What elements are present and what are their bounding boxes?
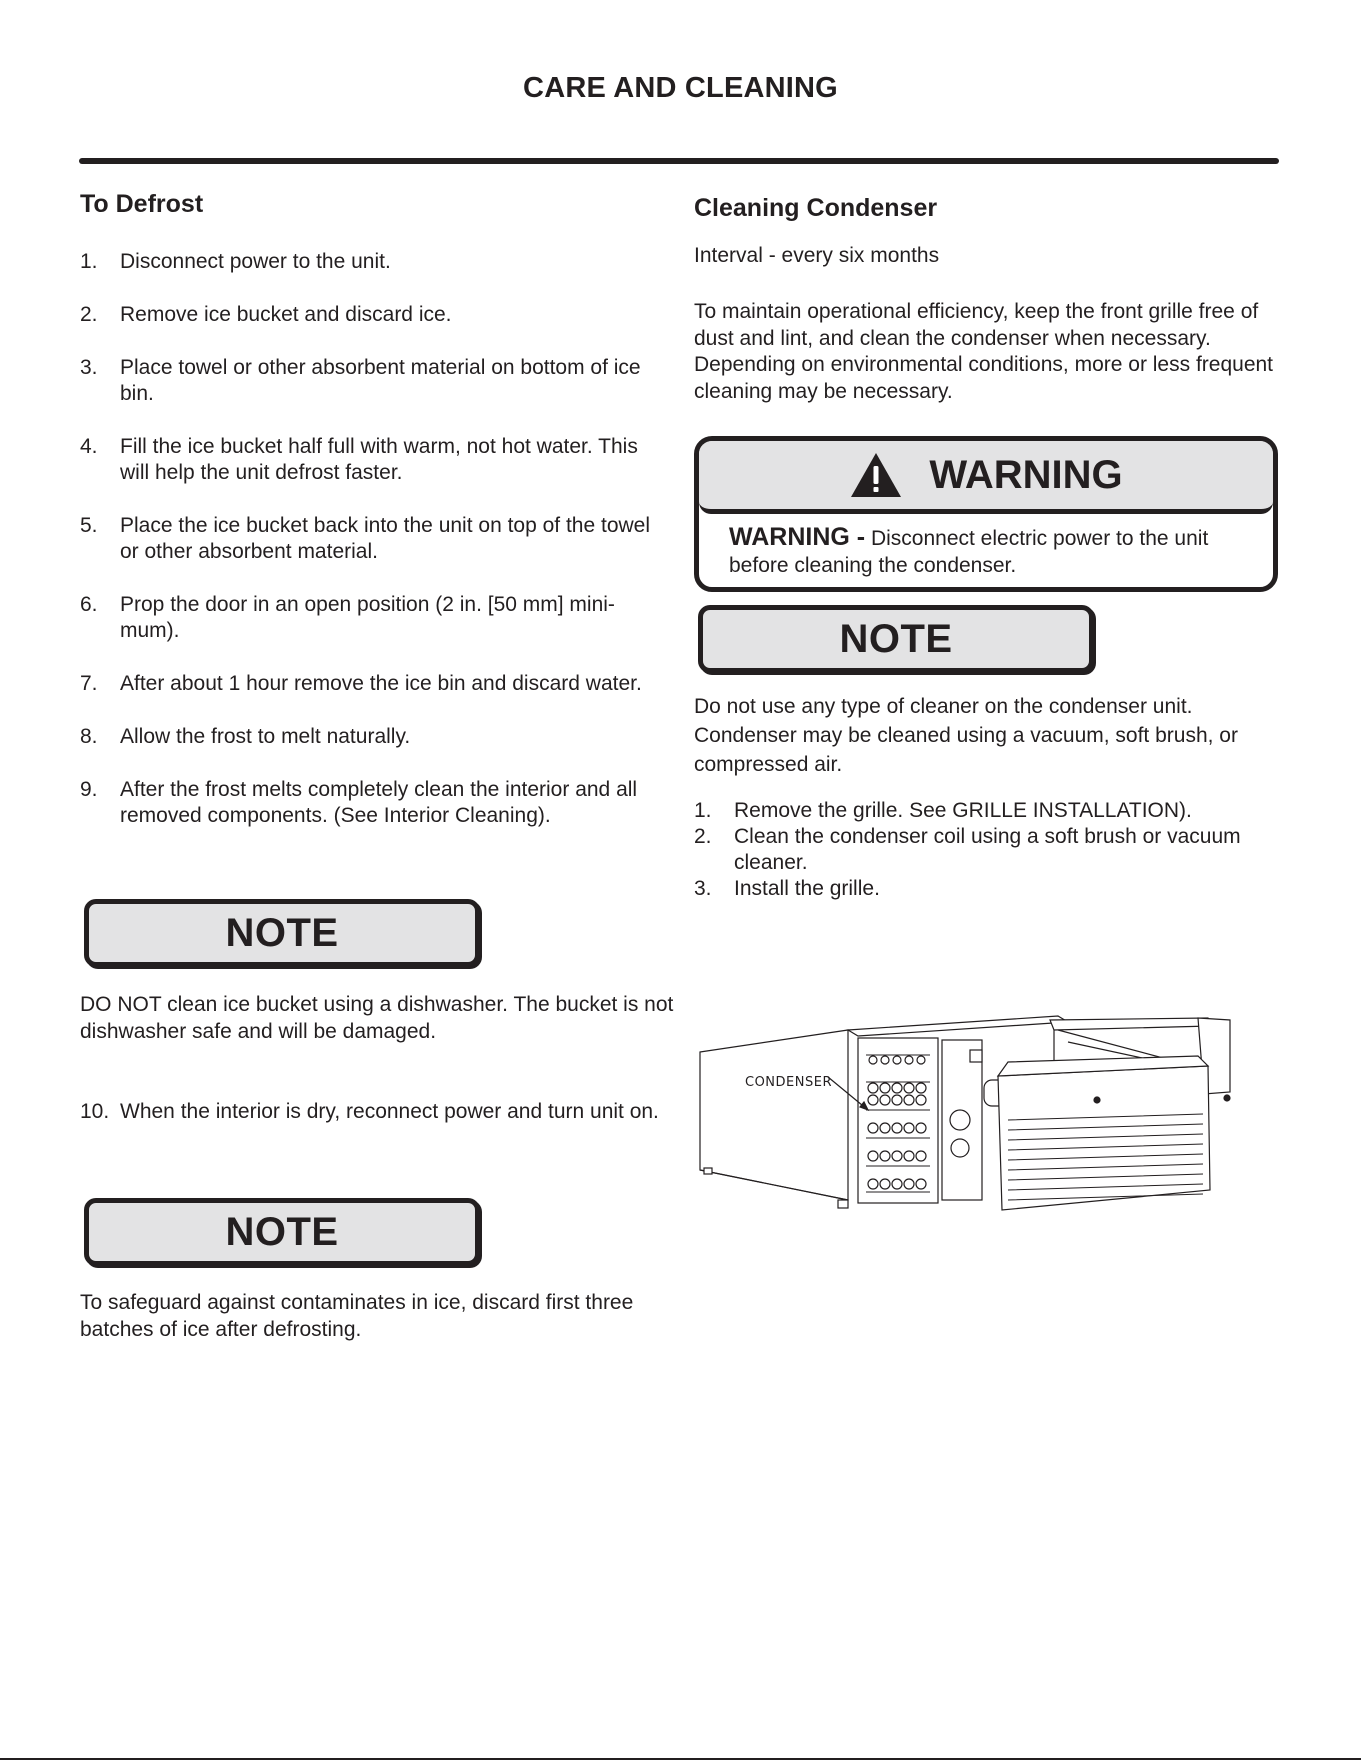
warning-box [694, 436, 1278, 592]
warning-title: WARNING [929, 452, 1123, 497]
list-item [80, 1099, 680, 1125]
defrost-step-10 [80, 1099, 680, 1125]
list-item [80, 724, 670, 750]
defrost-section [80, 186, 670, 856]
step-text: Prop the door in an open position (2 in. [50 mm] mini-mum). [120, 593, 615, 642]
step-number: 6. [80, 593, 98, 616]
list-item [80, 671, 670, 697]
step-text: After about 1 hour remove the ice bin and discard water. [120, 672, 642, 695]
list-item [80, 434, 670, 486]
warning-body [699, 514, 1273, 579]
note-text-contaminates: To safeguard against contaminates in ice, discard first three batches of ice after defrosting. [80, 1291, 634, 1341]
list-item [80, 513, 670, 565]
step-text: After the frost melts completely clean the interior and all removed components. (See Interior Cleaning). [120, 778, 638, 827]
step-number: 2. [80, 303, 98, 326]
note-text-dishwasher: DO NOT clean ice bucket using a dishwasher. The bucket is not dishwasher safe and will be damaged. [80, 993, 674, 1043]
interval-text: Interval - every six months [694, 244, 940, 267]
warning-text: Disconnect electric power to the unit before cleaning the condenser. [729, 527, 1209, 577]
defrost-steps [80, 249, 670, 829]
step-number: 1. [694, 799, 712, 822]
warning-header [699, 441, 1273, 514]
step-number: 7. [80, 672, 98, 695]
note-banner-dishwasher: NOTE [84, 899, 480, 967]
step-number: 3. [80, 356, 98, 379]
condenser-steps [694, 798, 1284, 902]
step-number: 8. [80, 725, 98, 748]
title-divider [79, 158, 1279, 164]
note-banner-contaminates: NOTE [84, 1198, 480, 1266]
condenser-figure-label: CONDENSER [745, 1075, 832, 1090]
step-number: 10. [80, 1100, 110, 1123]
list-item [80, 355, 670, 407]
step-number: 4. [80, 435, 98, 458]
step-text: Remove the grille. See GRILLE INSTALLATION). [734, 799, 1192, 822]
condenser-intro: To maintain operational efficiency, keep the front grille free of dust and lint, and clean the condenser when necessary. Depending on environmental conditions, more or less frequent cleaning may be necessary. [694, 300, 1274, 403]
step-number: 5. [80, 514, 98, 537]
step-text: Remove ice bucket and discard ice. [120, 303, 452, 326]
step-text: Disconnect power to the unit. [120, 250, 391, 273]
step-text: Fill the ice bucket half full with warm, not hot water. This will help the unit defrost faster. [120, 435, 638, 484]
note-banner-condenser: NOTE [698, 605, 1094, 673]
list-item [80, 302, 670, 328]
list-item [80, 777, 670, 829]
condenser-heading: Cleaning Condenser [694, 194, 938, 222]
step-text: Install the grille. [734, 877, 880, 900]
step-text: Allow the frost to melt naturally. [120, 725, 411, 748]
list-item [694, 876, 1284, 902]
defrost-heading: To Defrost [80, 190, 204, 218]
list-item [694, 798, 1284, 824]
condenser-diagram [698, 1010, 1243, 1245]
note-text-condenser: Do not use any type of cleaner on the condenser unit. Condenser may be cleaned using a vacuum, soft brush, or compressed air. [694, 695, 1238, 776]
page-bottom-rule [0, 1758, 1361, 1760]
step-text: Clean the condenser coil using a soft brush or vacuum cleaner. [734, 825, 1241, 874]
step-number: 2. [694, 825, 712, 848]
list-item [80, 249, 670, 275]
step-number: 3. [694, 877, 712, 900]
warning-triangle-icon [849, 451, 903, 499]
condenser-section [694, 186, 1294, 223]
list-item [80, 592, 670, 644]
warning-lead: WARNING - [729, 523, 866, 551]
step-text: When the interior is dry, reconnect power and turn unit on. [120, 1100, 659, 1123]
step-number: 1. [80, 250, 98, 273]
page-title: CARE AND CLEANING [523, 72, 838, 104]
step-text: Place the ice bucket back into the unit on top of the towel or other absorbent material. [120, 514, 651, 563]
list-item [694, 824, 1284, 876]
step-number: 9. [80, 778, 98, 801]
step-text: Place towel or other absorbent material on bottom of ice bin. [120, 356, 641, 405]
